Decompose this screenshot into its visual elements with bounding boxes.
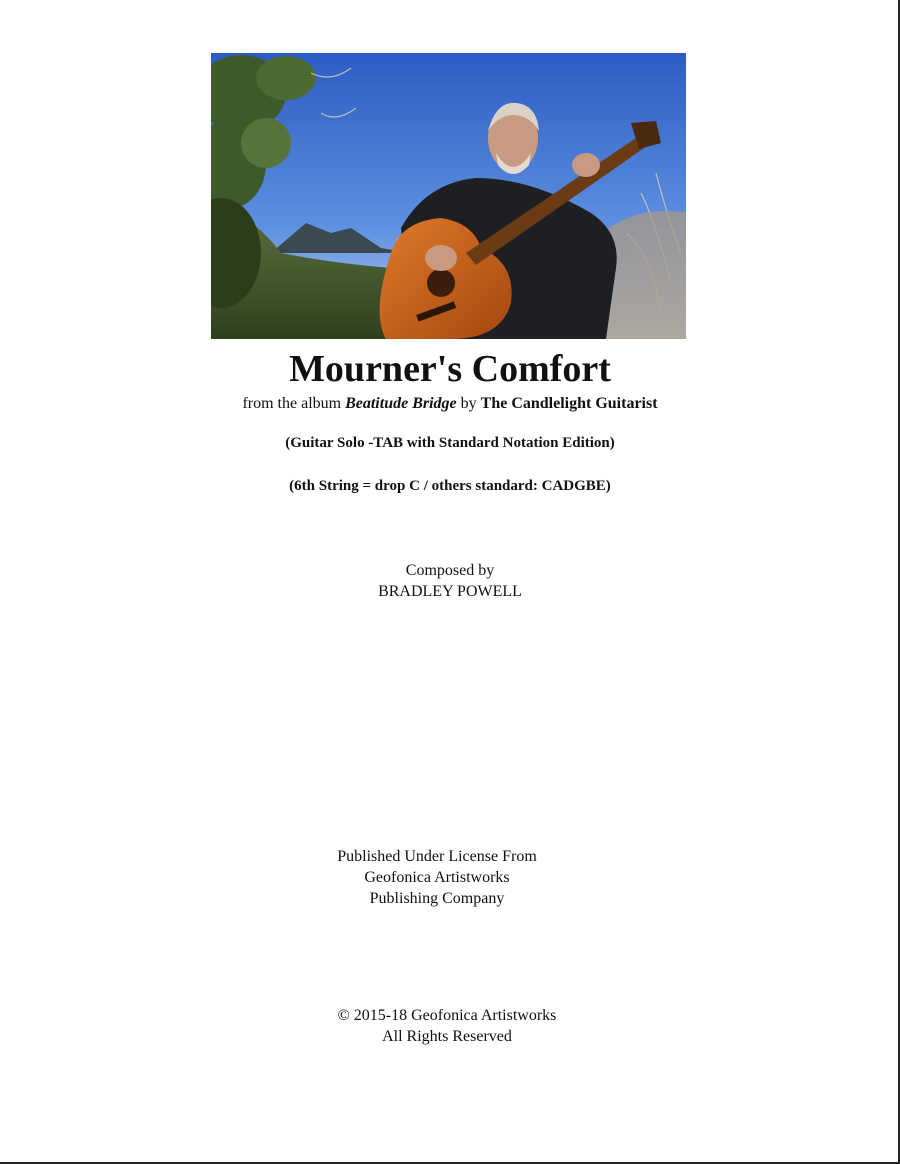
composed-label: Composed by [405,562,495,579]
published-line-1: Published Under License From [337,848,537,865]
fret-hand [572,153,600,177]
album-by: by [456,395,481,412]
album-name: Beatitude Bridge [345,395,457,412]
composer-name: BRADLEY POWELL [378,583,522,600]
edition-note: (Guitar Solo -TAB with Standard Notation Edition) [285,435,615,451]
composer-block [0,560,900,602]
strum-hand [425,245,457,271]
copyright-line-1: © 2015-18 Geofonica Artistworks [337,1007,557,1024]
tuning-note: (6th String = drop C / others standard: CADGBE) [289,478,611,494]
cover-photo [211,53,686,339]
published-line-3: Publishing Company [369,890,505,907]
album-prefix: from the album [242,395,346,412]
published-line-2: Geofonica Artistworks [364,869,510,886]
album-line [0,393,900,415]
publisher-block [0,846,874,909]
song-title: Mourner's Comfort [289,348,611,390]
copyright-block [0,1005,894,1047]
artist-name: The Candlelight Guitarist [480,395,658,412]
copyright-line-2: All Rights Reserved [382,1028,512,1045]
